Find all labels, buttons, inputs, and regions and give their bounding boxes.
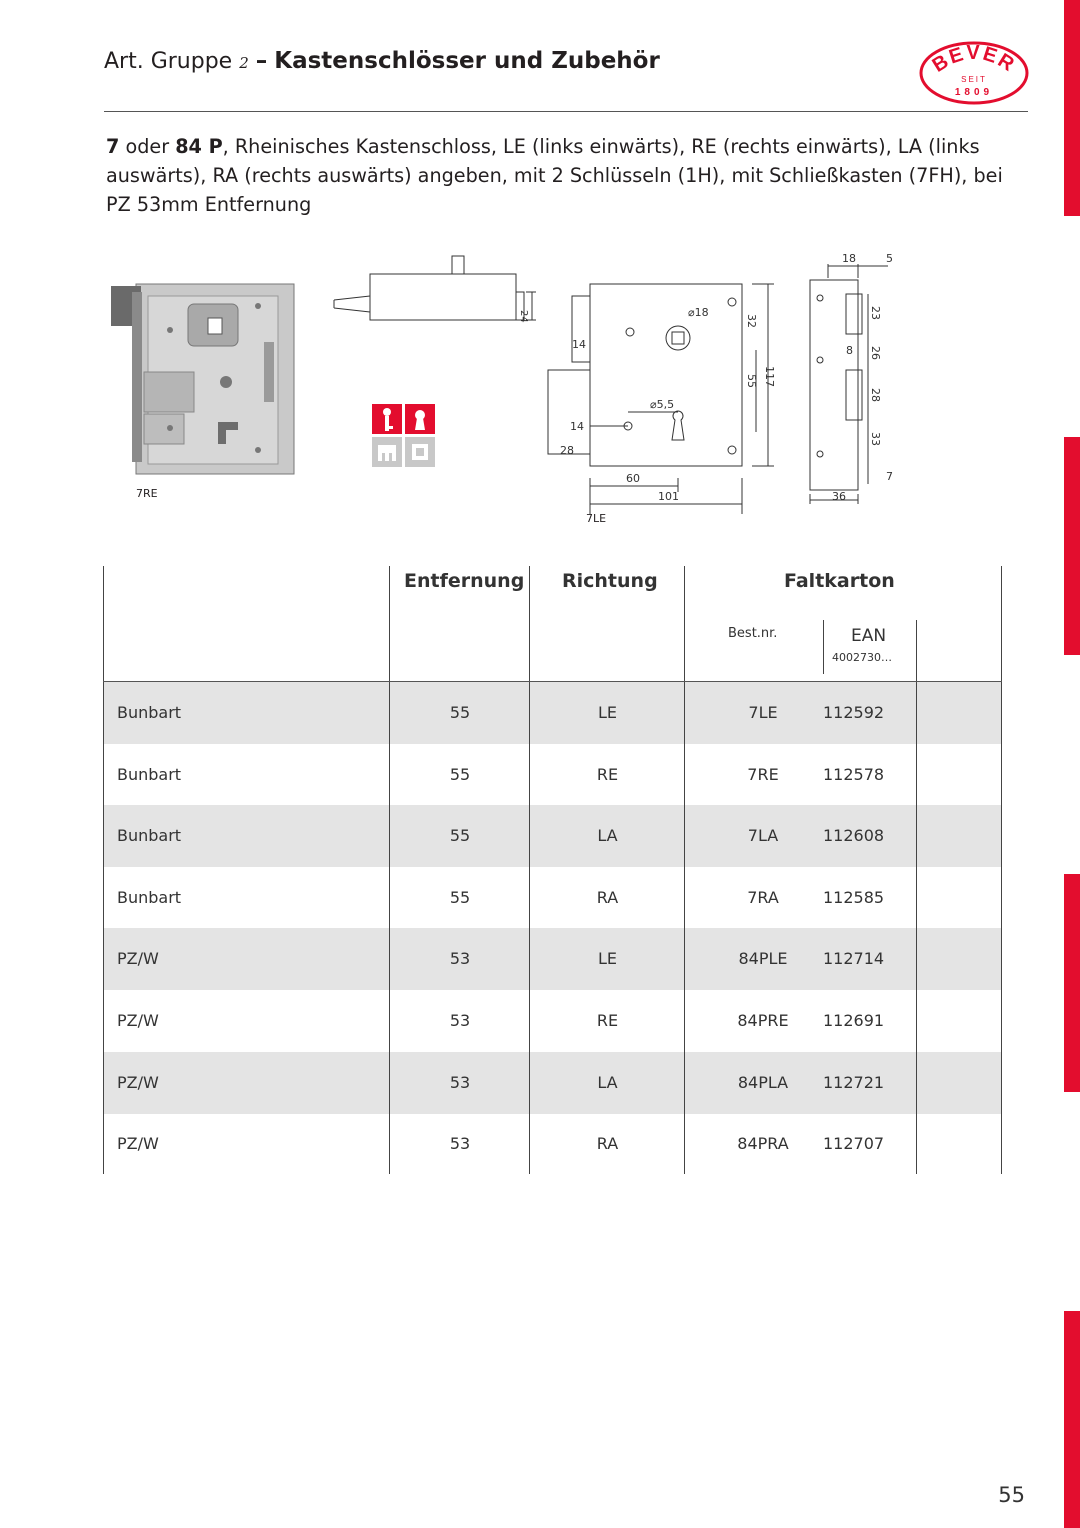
grid-line	[916, 620, 917, 1174]
intro-text: , Rheinisches Kastenschloss, LE (links einwärts), RE (rechts einwärts), LA (links auswärts), RA (rechts auswärts) angeben, mit 2 Schlüsseln (1H), mit Schließkasten (7FH), bei PZ 53mm Entfernung	[106, 135, 1003, 216]
cell-type: Bunbart	[117, 764, 182, 784]
col-header-order-no: Best.nr.	[728, 626, 778, 641]
grid-line	[1001, 566, 1002, 1174]
cell-direction: RA	[596, 1134, 619, 1154]
intro-connector: oder	[125, 135, 170, 158]
dim-front-7: 14	[570, 420, 584, 433]
cell-ean: 112592	[823, 703, 885, 722]
cell-distance: 55	[449, 826, 471, 846]
page-number: 55	[998, 1483, 1025, 1507]
cell-type: Bunbart	[117, 826, 182, 846]
cell-order-no: 84PRE	[737, 1011, 789, 1030]
cell-distance: 53	[449, 949, 471, 969]
header-underline	[103, 681, 1002, 682]
header-title: Kastenschlösser und Zubehör	[274, 48, 660, 74]
drawing-caption: 7LE	[586, 512, 607, 525]
cell-distance: 53	[449, 1011, 471, 1030]
cell-direction: RE	[596, 1011, 619, 1030]
grid-line	[529, 566, 530, 1174]
dim-front-9: 60	[626, 472, 640, 485]
photo-caption: 7RE	[136, 487, 158, 500]
table-row	[103, 1113, 1002, 1175]
dim-strike-3: 23	[869, 306, 882, 320]
cell-type: PZ/W	[117, 949, 159, 969]
cell-distance: 53	[449, 1134, 471, 1154]
ean-prefix: 4002730…	[832, 651, 892, 664]
grid-line	[684, 566, 685, 1174]
table-row	[103, 1052, 1002, 1114]
dim-front-8: 28	[560, 444, 574, 457]
cell-ean: 112608	[823, 826, 885, 846]
dim-front-2: 32	[745, 314, 758, 328]
cell-direction: RE	[596, 764, 619, 784]
dim-front-4: 55	[745, 374, 758, 388]
cell-type: PZ/W	[117, 1011, 159, 1030]
dim-side-1: 24	[518, 310, 529, 323]
table-row	[103, 805, 1002, 867]
dim-strike-1: 18	[842, 252, 856, 265]
cell-distance: 53	[449, 1072, 471, 1092]
dim-front-5: 117	[763, 366, 776, 387]
table-row	[103, 682, 1002, 744]
dim-strike-5: 26	[869, 346, 882, 360]
cell-ean: 112578	[823, 764, 885, 784]
dim-strike-7: 33	[869, 432, 882, 446]
dim-strike-9: 36	[832, 490, 846, 503]
cell-direction: RA	[596, 887, 619, 907]
grid-line	[823, 620, 824, 674]
col-header-box: Faltkarton	[784, 570, 895, 592]
cell-ean: 112585	[823, 887, 885, 907]
cell-direction: LA	[597, 1072, 618, 1092]
dim-strike-4: 8	[846, 344, 853, 357]
logo-name: BEVER	[928, 42, 1020, 77]
header-dash: –	[255, 48, 268, 74]
col-header-direction: Richtung	[562, 570, 658, 592]
dim-strike-6: 28	[869, 388, 882, 402]
logo-seit: SEIT	[961, 75, 987, 84]
cell-ean: 112707	[823, 1134, 885, 1154]
cell-direction: LE	[597, 949, 618, 969]
dim-front-6: ⌀5,5	[650, 398, 675, 411]
logo-year: 1809	[954, 87, 994, 98]
cell-type: Bunbart	[117, 887, 182, 907]
cell-type: PZ/W	[117, 1134, 159, 1154]
model-b: 84 P	[175, 135, 223, 158]
header-group-number: 2	[239, 54, 249, 72]
cell-order-no: 7LE	[748, 703, 778, 722]
cell-order-no: 84PRA	[737, 1134, 789, 1154]
table-row	[103, 744, 1002, 806]
header-prefix: Art. Gruppe	[104, 49, 233, 74]
cell-type: Bunbart	[117, 703, 182, 722]
dim-front-10: 101	[658, 490, 679, 503]
cell-type: PZ/W	[117, 1072, 159, 1092]
cell-ean: 112691	[823, 1011, 885, 1030]
cell-order-no: 84PLA	[737, 1072, 789, 1092]
model-a: 7	[106, 135, 120, 158]
cell-ean: 112721	[823, 1072, 885, 1092]
table-row	[103, 990, 1002, 1052]
cell-order-no: 7RA	[747, 887, 779, 907]
dim-strike-2: 5	[886, 252, 893, 265]
cell-direction: LA	[597, 826, 618, 846]
table-row	[103, 928, 1002, 990]
cell-order-no: 7RE	[747, 764, 779, 784]
dim-strike-8: 7	[886, 470, 893, 483]
cell-direction: LE	[597, 703, 618, 722]
col-header-ean: EAN	[851, 626, 887, 646]
table-row	[103, 867, 1002, 929]
dim-front-3: 14	[572, 338, 586, 351]
dim-front-1: ⌀18	[688, 306, 709, 319]
cell-order-no: 7LA	[747, 826, 779, 846]
cell-distance: 55	[449, 764, 471, 784]
grid-line	[103, 566, 104, 1174]
cell-ean: 112714	[823, 949, 885, 969]
cell-distance: 55	[449, 887, 471, 907]
cell-distance: 55	[449, 703, 471, 722]
col-header-distance: Entfernung	[404, 570, 525, 592]
grid-line	[389, 566, 390, 1174]
cell-order-no: 84PLE	[738, 949, 788, 969]
